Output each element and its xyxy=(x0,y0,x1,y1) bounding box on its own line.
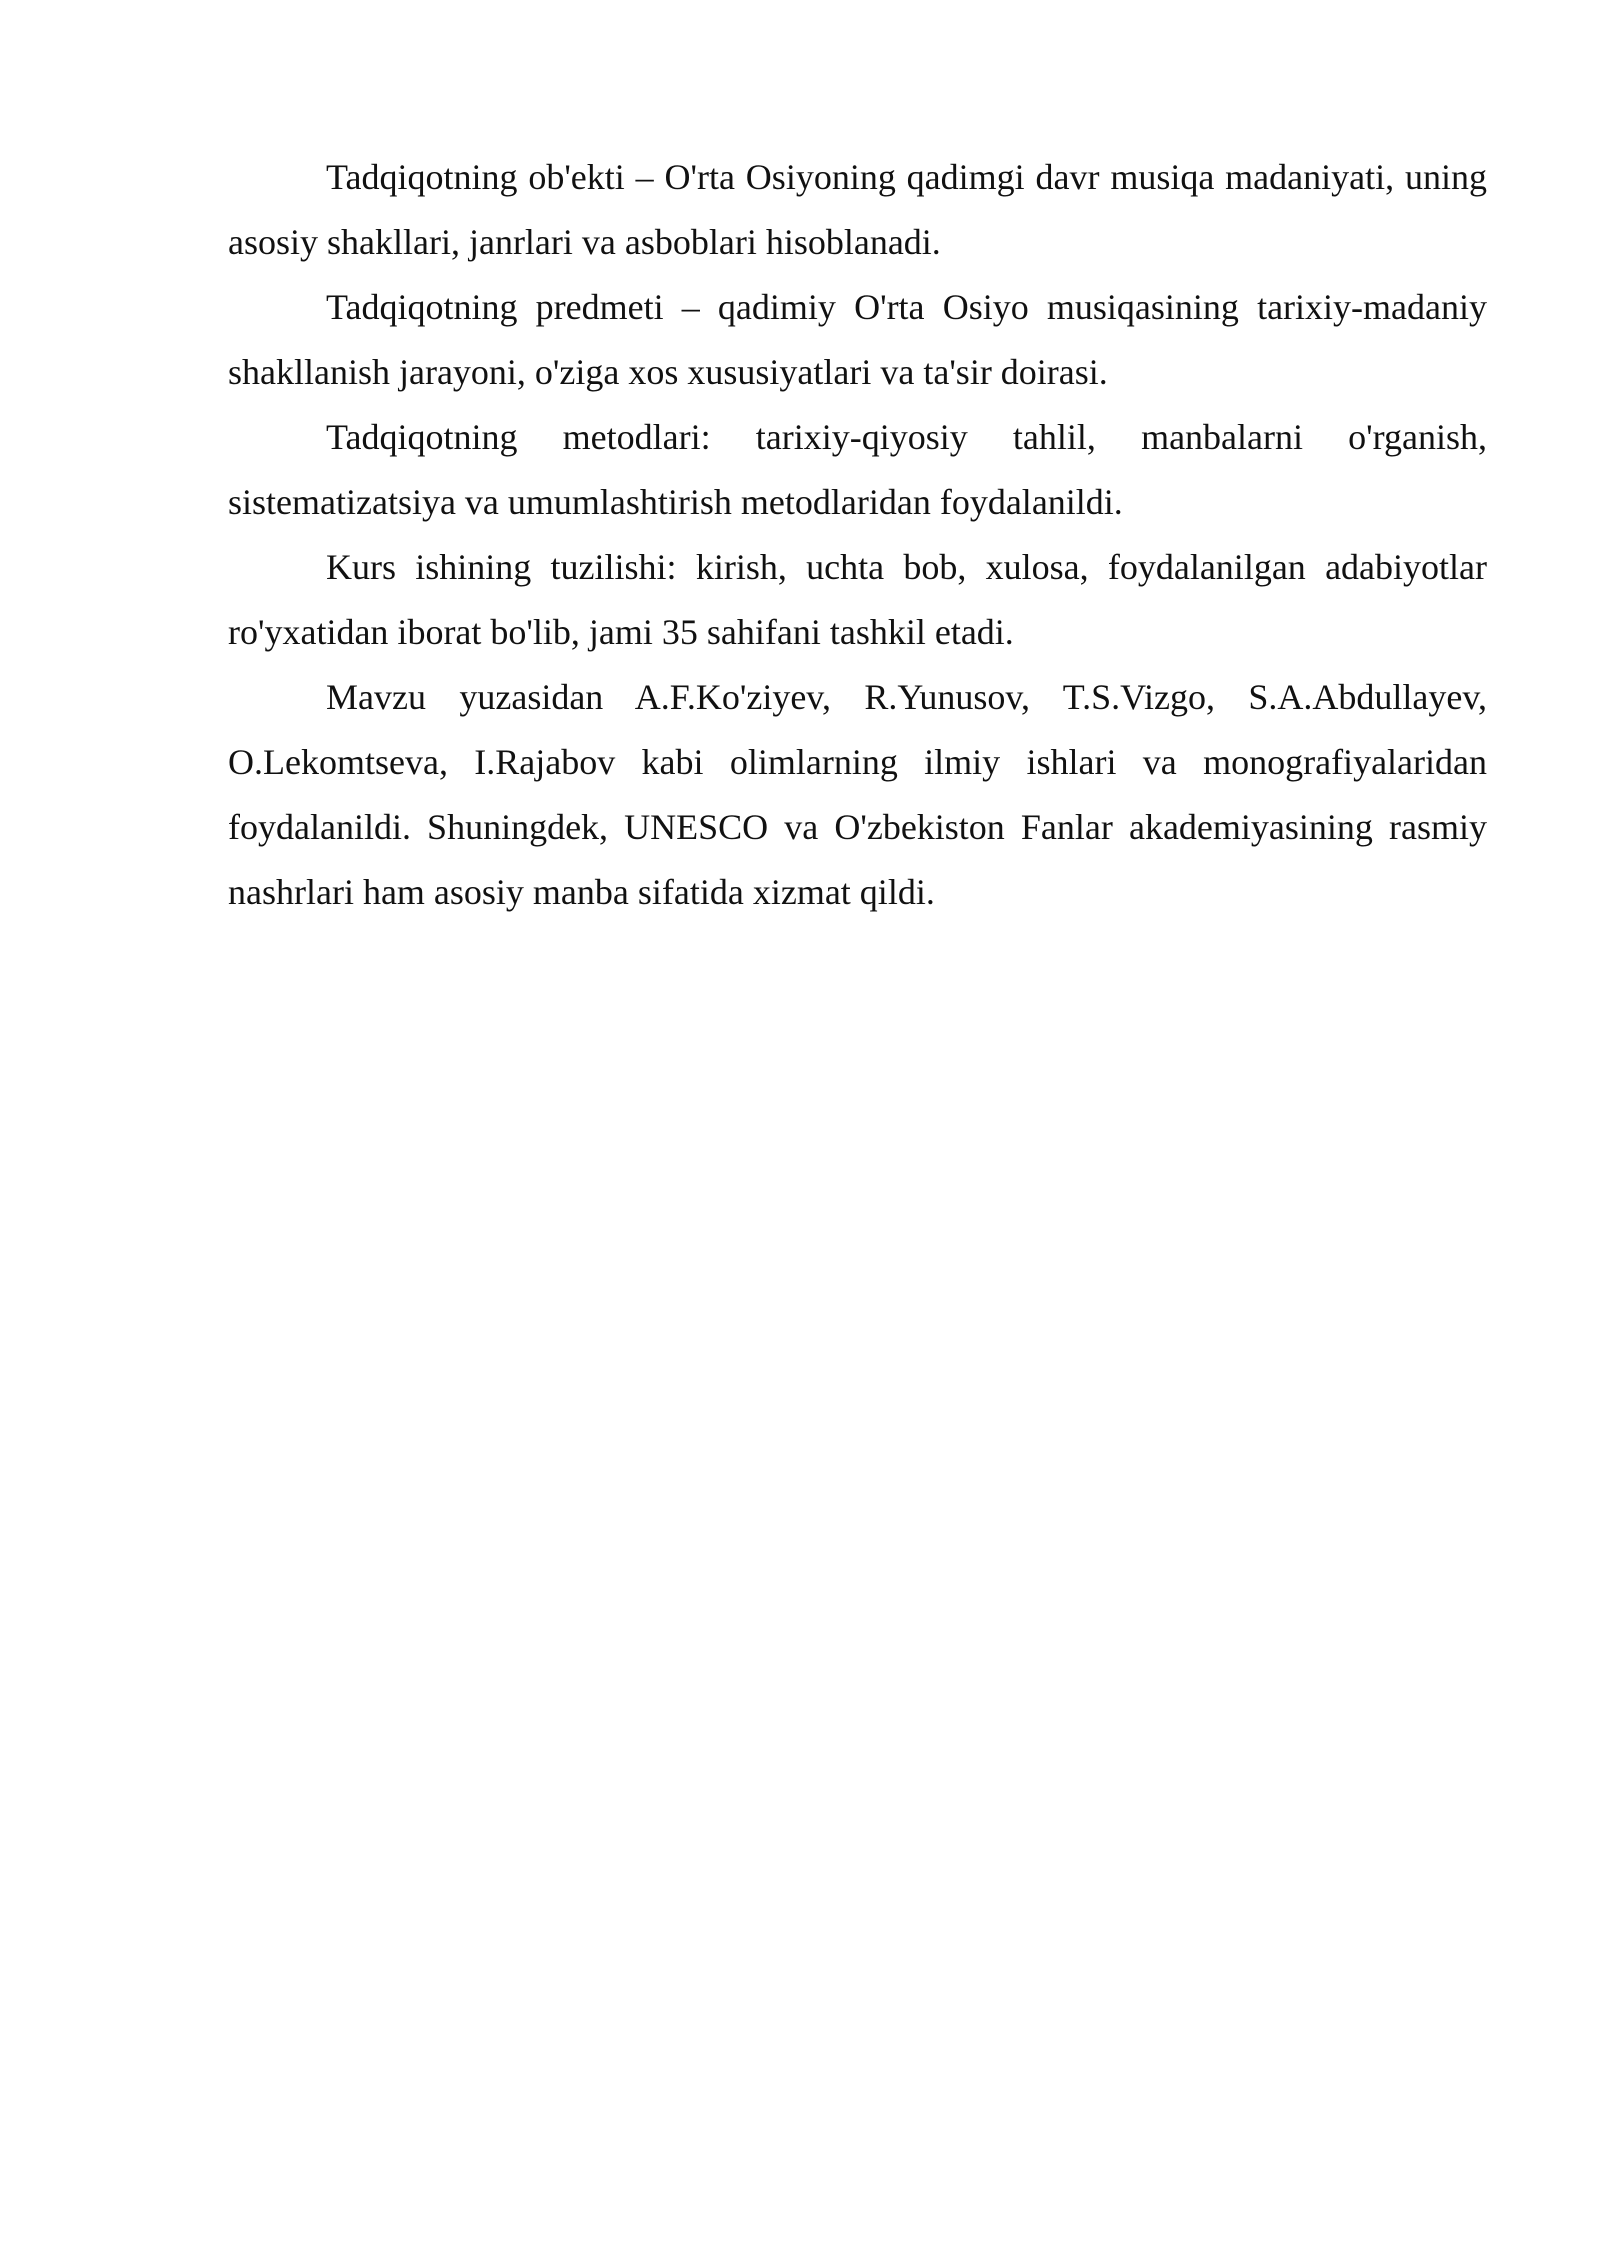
paragraph-research-object: Tadqiqotning ob'ekti – O'rta Osiyoning qadimgi davr musiqa madaniyati, uning asosiy shakllari, janrlari va asboblari hisoblanadi. xyxy=(228,157,1487,262)
paragraph-sources: Mavzu yuzasidan A.F.Ko'ziyev, R.Yunusov, T.S.Vizgo, S.A.Abdullayev, O.Lekomtseva, I.Rajabov kabi olimlarning ilmiy ishlari va monografiyalaridan foydalanildi. Shuningdek, UNESCO va O'zbekiston Fanlar akademiyasining rasmiy nashrlari ham asosiy manba sifatida xizmat qildi. xyxy=(228,677,1487,912)
document-body xyxy=(228,145,1487,925)
paragraph-research-subject: Tadqiqotning predmeti – qadimiy O'rta Osiyo musiqasining tarixiy-madaniy shakllanish jarayoni, o'ziga xos xususiyatlari va ta'sir doirasi. xyxy=(228,287,1487,392)
paragraph-research-methods: Tadqiqotning metodlari: tarixiy-qiyosiy tahlil, manbalarni o'rganish, sistematizatsiya va umumlashtirish metodlaridan foydalanildi. xyxy=(228,417,1487,522)
paragraph-structure: Kurs ishining tuzilishi: kirish, uchta bob, xulosa, foydalanilgan adabiyotlar ro'yxatidan iborat bo'lib, jami 35 sahifani tashkil etadi. xyxy=(228,547,1487,652)
